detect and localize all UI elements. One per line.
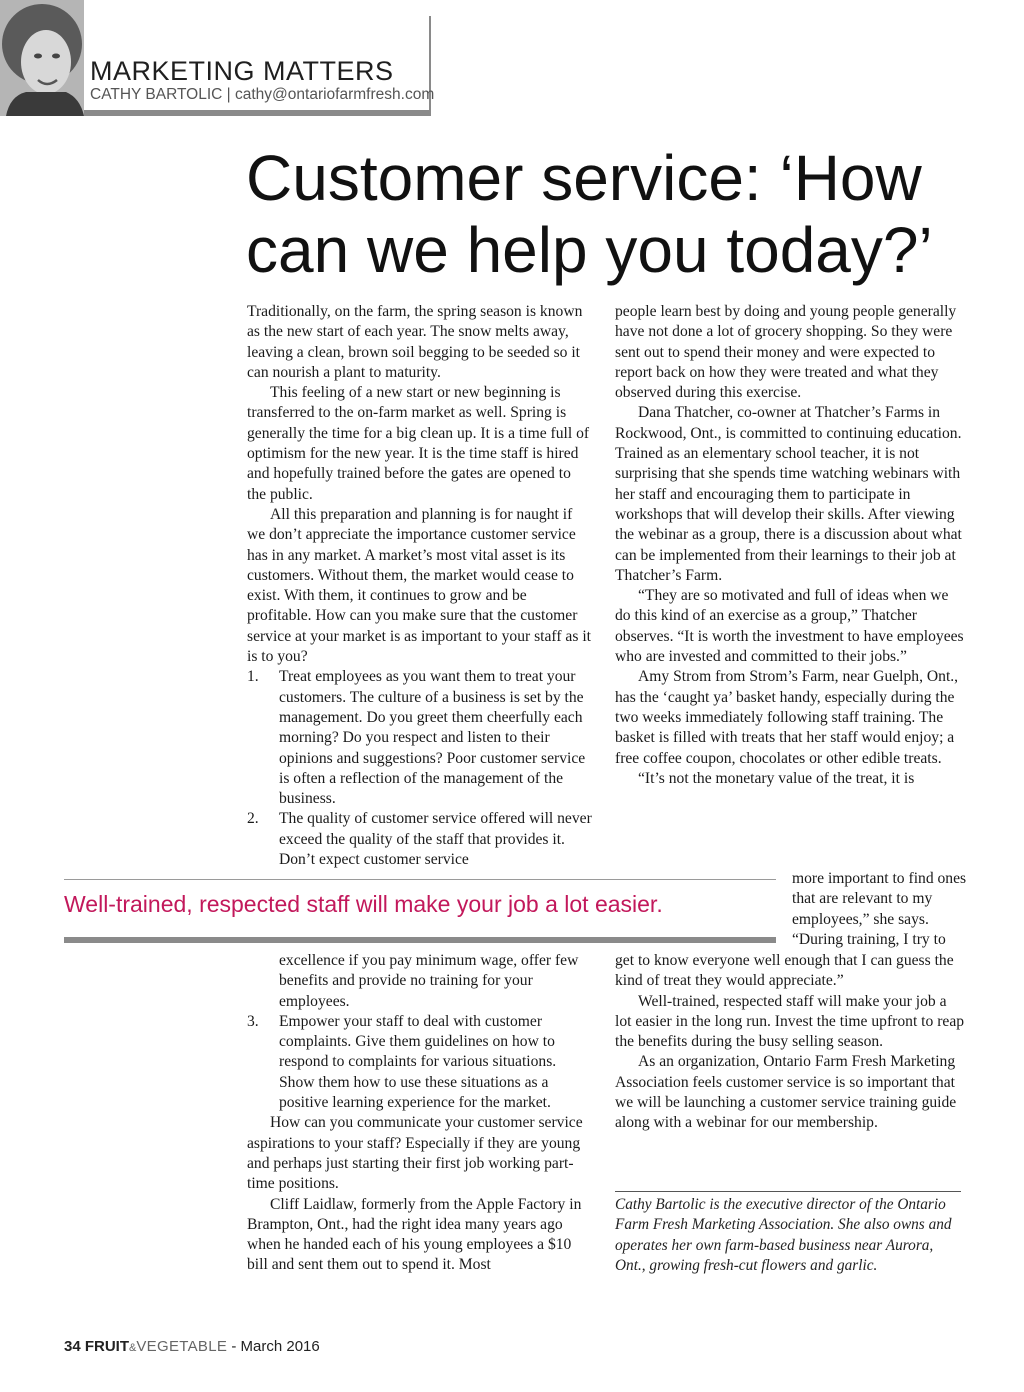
paragraph: “They are so motivated and full of ideas when we do this kind of an exercise as a group,” Thatcher observes. “It is worth the investment to have employees who are invested and committed to their jobs.” bbox=[615, 587, 964, 666]
pull-quote: Well-trained, respected staff will make your job a lot easier. bbox=[64, 891, 663, 917]
paragraph: get to know everyone well enough that I can guess the kind of treat they would appreciate.” bbox=[615, 952, 954, 990]
magazine-brand-secondary: VEGETABLE bbox=[136, 1338, 228, 1355]
paragraph: people learn best by doing and young people generally have not done a lot of grocery shopping. So they were sent out to spend their money and were expected to report back on how they were treated and what they observed during this exercise. bbox=[615, 303, 957, 402]
page-footer bbox=[64, 1338, 320, 1355]
paragraph: Cliff Laidlaw, formerly from the Apple Factory in Brampton, Ont., had the right idea many years ago when he handed each of his young employees a $10 bill and sent them out to spend it. Most bbox=[247, 1195, 582, 1274]
list-number: 2. bbox=[247, 810, 259, 828]
page-number: 34 bbox=[64, 1338, 81, 1355]
paragraph: Traditionally, on the farm, the spring season is known as the new start of each year. The snow melts away, leaving a clean, brown soil begging to be seeded so it can nourish a plant to maturity. bbox=[247, 303, 583, 381]
paragraph: Well-trained, respected staff will make your job a lot easier in the long run. Invest the time upfront to reap the benefits during the busy selling season. bbox=[615, 992, 965, 1051]
paragraph: How can you communicate your customer service aspirations to your staff? Especially if they are young and perhaps just starting their first job working part-time positions. bbox=[247, 1114, 583, 1193]
brand-ampersand: & bbox=[129, 1342, 137, 1354]
column-name: MARKETING MATTERS bbox=[90, 56, 394, 86]
header-rule-horizontal bbox=[84, 110, 431, 116]
issue-date: - March 2016 bbox=[231, 1338, 320, 1355]
column-1-lower bbox=[247, 951, 592, 1276]
byline: CATHY BARTOLIC | cathy@ontariofarmfresh.com bbox=[90, 86, 435, 103]
paragraph: All this preparation and planning is for naught if we don’t appreciate the importance customer service has in any market. A market’s most vital asset is its customers. Without them, the market would cease to exist. With them, it continues to grow and be profitable. How can you make sure that the customer service at your market is as important to your staff as it is to you? bbox=[247, 505, 591, 666]
list-number: 1. bbox=[247, 668, 259, 686]
list-item bbox=[247, 809, 592, 870]
list-text: excellence if you pay minimum wage, offer few benefits and provide no training for your employees. bbox=[279, 952, 579, 1010]
list-item bbox=[247, 667, 592, 809]
column-2-wrap bbox=[792, 869, 967, 950]
column-1-upper bbox=[247, 302, 592, 870]
paragraph: This feeling of a new start or new beginning is transferred to the on-farm market as well. Spring is generally the time for a big clean up. It is a time full of optimism for the new year. It is the time staff is hired and hopefully trained before the gates are opened to the public. bbox=[247, 384, 590, 503]
author-portrait-icon bbox=[0, 0, 84, 116]
list-number: 3. bbox=[247, 1012, 259, 1030]
column-2-upper bbox=[615, 302, 965, 789]
paragraph: Dana Thatcher, co-owner at Thatcher’s Farms in Rockwood, Ont., is committed to continuing education. Trained as an elementary school teacher, it is not surprising that she spends time watching webinars with her staff and encouraging them to participate in workshops that will develop their skills. After viewing the webinar as a group, there is a discussion about what can be implemented from their learnings to their job at Thatcher’s Farm. bbox=[615, 404, 962, 584]
list-item-continued bbox=[247, 951, 592, 1012]
magazine-brand: FRUIT bbox=[84, 1338, 130, 1355]
paragraph: more important to find ones that are relevant to my employees,” she says. “During training, I try to bbox=[792, 870, 967, 948]
headline: Customer service: ‘How can we help you today?’ bbox=[246, 142, 933, 286]
list-text: The quality of customer service offered will never exceed the quality of the staff that provides it. Don’t expect customer service bbox=[279, 810, 592, 869]
author-photo bbox=[0, 0, 84, 116]
pull-quote-rule-top bbox=[64, 879, 776, 880]
paragraph: As an organization, Ontario Farm Fresh Marketing Association feels customer service is so important that we will be launching a customer service training guide along with a webinar for our membership. bbox=[615, 1053, 957, 1132]
author-bio: Cathy Bartolic is the executive director of the Ontario Farm Fresh Marketing Association. She also owns and operates her own farm-based business near Aurora, Ont., growing fresh-cut flowers and garlic. bbox=[615, 1196, 952, 1274]
list-text: Empower your staff to deal with customer complaints. Give them guidelines on how to respond to complaints for various situations. Show them how to use these situations as a positive learning experience for the market. bbox=[279, 1012, 557, 1112]
list-text: Treat employees as you want them to treat your customers. The culture of a business is set by the management. Do you greet them cheerfully each morning? Do you respect and listen to their opinions and suggestions? Poor customer service is often a reflection of the management of the business. bbox=[279, 668, 586, 808]
pull-quote-rule-bottom bbox=[64, 937, 776, 943]
bio-rule bbox=[615, 1191, 961, 1192]
column-2-lower bbox=[615, 951, 965, 1134]
list-item bbox=[247, 1012, 592, 1113]
paragraph: “It’s not the monetary value of the treat, it is bbox=[638, 769, 915, 787]
paragraph: Amy Strom from Strom’s Farm, near Guelph, Ont., has the ‘caught ya’ basket handy, especially during the two weeks immediately following staff training. The basket is filled with treats that her staff would enjoy; a free coffee coupon, chocolates or other edible treats. bbox=[615, 668, 959, 767]
